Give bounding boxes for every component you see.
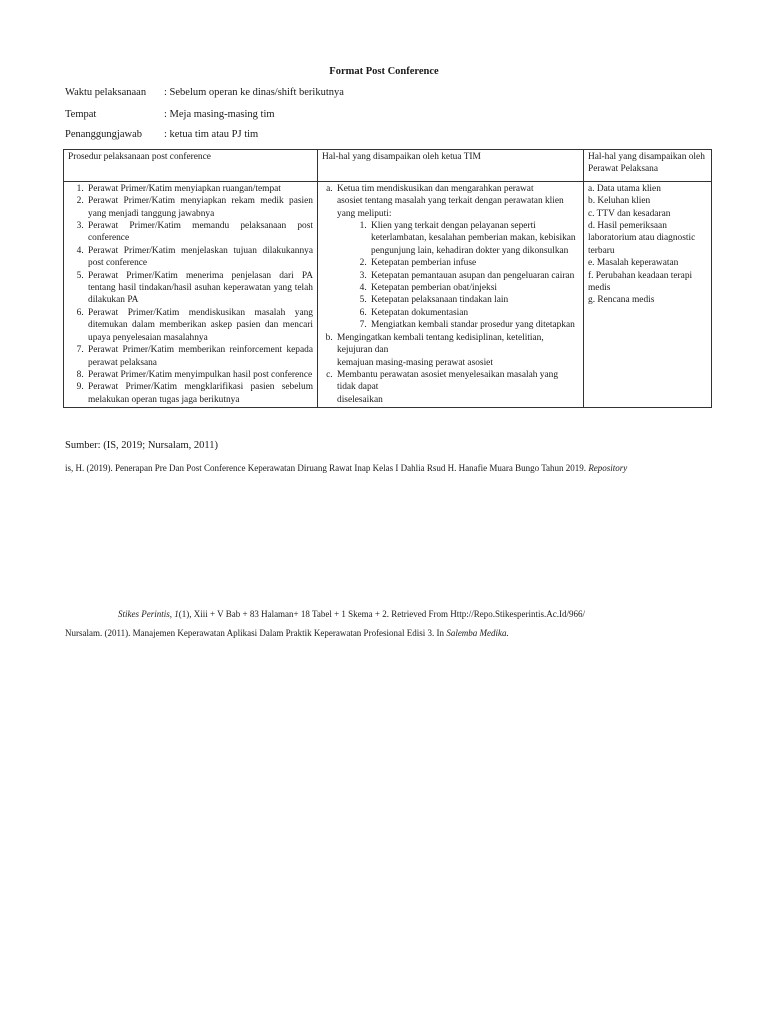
list-item: 2. Perawat Primer/Katim menyiapkan rekam medik pasien yang menjadi tanggung jawabnya: [86, 195, 313, 220]
list-item: 5. Ketepatan pelaksanaan tindakan lain: [369, 294, 579, 306]
item-line: b. Mengingatkan kembali tentang kedisiplinan, ketelitian, kejujuran dan: [337, 332, 544, 356]
header-perawat-pelaksana: Hal-hal yang disampaikan oleh Perawat Pelaksana: [584, 150, 712, 182]
list-item: 9. Perawat Primer/Katim mengklarifikasi pasien sebelum melakukan operan tugas jaga berikutnya: [86, 381, 313, 406]
list-item: 3. Perawat Primer/Katim memandu pelaksanaan post conference: [86, 220, 313, 245]
list-item: 1. Perawat Primer/Katim menyiapkan ruangan/tempat: [86, 183, 313, 195]
list-item: [335, 332, 579, 369]
source-note: Sumber: (IS, 2019; Nursalam, 2011): [65, 440, 219, 451]
list-item: 7. Perawat Primer/Katim memberikan reinforcement kepada perawat pelaksana: [86, 344, 313, 369]
item-line: a. Ketua tim mendiskusikan dan mengarahkan perawat: [337, 183, 534, 194]
meta-row-tempat: [65, 109, 275, 120]
reference-separator: ,: [169, 609, 175, 619]
meta-row-penanggungjawab: [65, 129, 258, 140]
list-item: 6. Perawat Primer/Katim mendiskusikan masalah yang ditemukan dalam memberikan askep pasien dan mencari upaya penyelesaian masalahnya: [86, 307, 313, 344]
list-item: 4. Perawat Primer/Katim menjelaskan tujuan dilakukannya post conference: [86, 245, 313, 270]
reference-nursalam-2011: [65, 628, 509, 638]
list-item: [335, 369, 579, 406]
list-item: g. Rencana medis: [588, 295, 655, 306]
meta-value: : Sebelum operan ke dinas/shift berikutnya: [164, 87, 344, 98]
reference-publisher: Salemba Medika.: [446, 628, 509, 638]
list-item: 7. Mengiatkan kembali standar prosedur yang ditetapkan: [369, 319, 579, 331]
reference-volume: 1: [174, 609, 179, 619]
list-item: e. Masalah keperawatan: [588, 258, 679, 269]
list-item: a. Data utama klien: [588, 183, 661, 194]
item-line: kemajuan masing-masing perawat asosiet: [337, 357, 493, 368]
list-item: 6. Ketepatan dokumentasian: [369, 307, 579, 319]
meta-row-waktu: [65, 87, 344, 98]
ketua-tim-list: [322, 183, 579, 406]
reference-is-2019-continued: [118, 609, 585, 619]
table-row: [64, 181, 712, 407]
reference-text: (1), Xiii + V Bab + 83 Halaman+ 18 Tabel + 1 Skema + 2. Retrieved From Http://Repo.Stikesperintis.Ac.Id/966/: [178, 609, 585, 619]
reference-journal: Stikes Perintis: [118, 609, 170, 619]
reference-text: Nursalam. (2011). Manajemen Keperawatan Aplikasi Dalam Praktik Keperawatan Profesional Edisi 3. In: [65, 628, 445, 638]
meta-value: : Meja masing-masing tim: [164, 109, 275, 120]
header-prosedur: Prosedur pelaksanaan post conference: [64, 150, 318, 182]
document-title: Format Post Conference: [329, 66, 439, 77]
list-item: [335, 183, 579, 332]
list-item: 8. Perawat Primer/Katim menyimpulkan hasil post conference: [86, 369, 313, 381]
meta-label: Penanggungjawab: [65, 129, 142, 140]
reference-text: is, H. (2019). Penerapan Pre Dan Post Conference Keperawatan Diruang Rawat Inap Kelas I Dahlia Rsud H. Hanafie Muara Bungo Tahun 2019.: [65, 463, 587, 473]
list-item: 1. Klien yang terkait dengan pelayanan seperti keterlambatan, kesalahan pemberian makan, kebisikan pengunjung lain, kehadiran dokter yang dikonsulkan: [369, 220, 579, 257]
procedures-cell: [64, 181, 318, 407]
list-item: f. Perubahan keadaan terapi medis: [588, 270, 693, 294]
meta-value: : ketua tim atau PJ tim: [164, 129, 259, 140]
post-conference-table: [63, 149, 712, 408]
reference-is-2019: [65, 463, 627, 473]
ketua-tim-cell: [318, 181, 584, 407]
ketua-tim-sublist: [337, 220, 579, 332]
item-line: diselesaikan: [337, 394, 383, 405]
perawat-pelaksana-cell: [584, 181, 712, 407]
list-item: 4. Ketepatan pemberian obat/injeksi: [369, 282, 579, 294]
procedure-list: [68, 183, 313, 406]
item-line: c. Membantu perawatan asosiet menyelesaikan masalah yang tidak dapat: [337, 369, 559, 393]
item-line: asosiet tentang masalah yang terkait dengan perawatan klien yang meliputi:: [337, 196, 564, 219]
list-item: 2. Ketepatan pemberian infuse: [369, 257, 579, 269]
reference-journal: Repository: [588, 463, 628, 473]
table-header-row: [64, 150, 712, 182]
header-ketua-tim: Hal-hal yang disampaikan oleh ketua TIM: [318, 150, 584, 182]
list-item: d. Hasil pemeriksaan laboratorium atau diagnostic terbaru: [588, 221, 696, 256]
list-item: 5. Perawat Primer/Katim menerima penjelasan dari PA tentang hasil tindakan/hasil asuhan keperawatan yang telah dilakukan PA: [86, 270, 313, 307]
meta-label: Tempat: [65, 109, 97, 120]
list-item: b. Keluhan klien: [588, 196, 651, 207]
meta-label: Waktu pelaksanaan: [65, 87, 147, 98]
list-item: 3. Ketepatan pemantauan asupan dan pengeluaran cairan: [369, 270, 579, 282]
list-item: c. TTV dan kesadaran: [588, 208, 671, 219]
